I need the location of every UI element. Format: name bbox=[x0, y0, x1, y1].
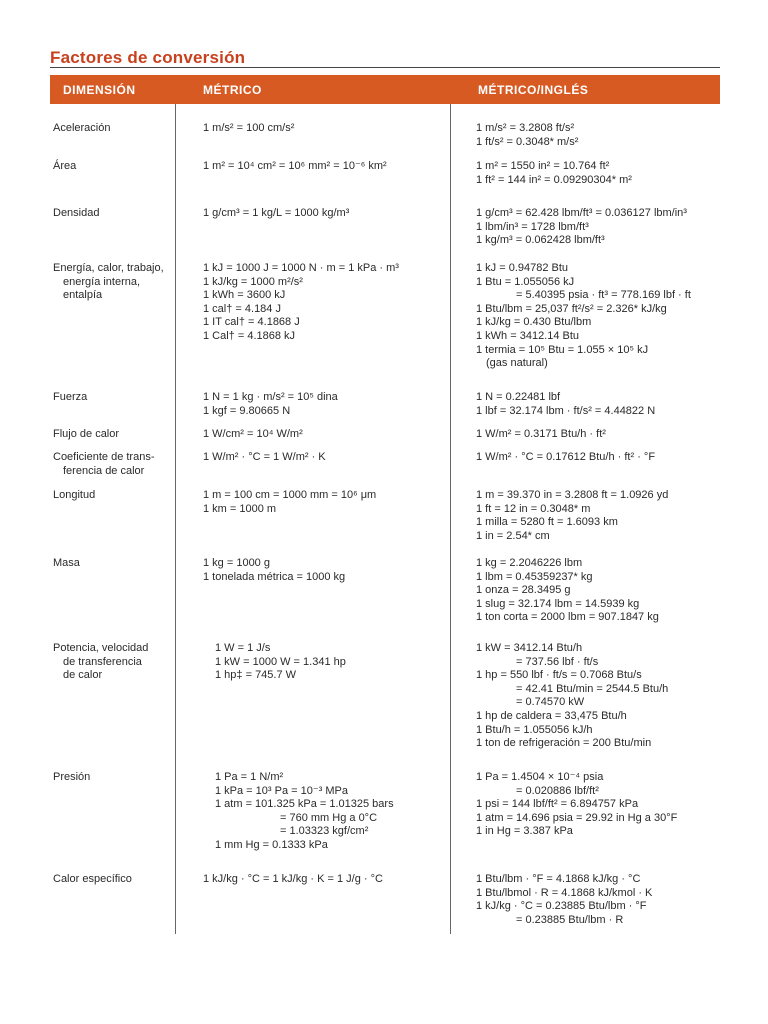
metric-cell bbox=[203, 428, 303, 442]
metric-cell bbox=[215, 642, 346, 683]
metric-cell bbox=[203, 262, 399, 344]
header-english: MÉTRICO/INGLÉS bbox=[478, 83, 589, 97]
conversion-line: 1 kPa = 10³ Pa = 10⁻³ MPa bbox=[215, 784, 348, 797]
dimension-cell bbox=[53, 160, 76, 174]
metric-cell bbox=[203, 207, 349, 221]
conversion-line: 1 hp de caldera = 33,475 Btu/h bbox=[476, 709, 627, 722]
conversion-line: Calor específico bbox=[53, 873, 132, 885]
conversion-line: 1 ft² = 144 in² = 0.09290304* m² bbox=[476, 173, 632, 186]
english-cell bbox=[476, 451, 655, 465]
conversion-line: 1 kg = 1000 g bbox=[203, 557, 270, 569]
table-header bbox=[50, 75, 720, 104]
dimension-cell bbox=[53, 428, 119, 442]
dimension-cell bbox=[53, 391, 87, 405]
conversion-line: 1 Pa = 1 N/m² bbox=[215, 771, 284, 783]
conversion-line: 1 lbm/in³ = 1728 lbm/ft³ bbox=[476, 220, 589, 233]
metric-cell bbox=[203, 451, 326, 465]
conversion-line: Masa bbox=[53, 557, 80, 569]
conversion-line: Fuerza bbox=[53, 391, 88, 403]
english-cell bbox=[476, 391, 655, 418]
column-divider-2 bbox=[450, 104, 451, 934]
conversion-line: 1 termia = 10⁵ Btu = 1.055 × 10⁵ kJ bbox=[476, 343, 649, 356]
english-cell bbox=[476, 428, 606, 442]
conversion-line: 1 kJ = 0.94782 Btu bbox=[476, 262, 569, 274]
metric-cell bbox=[203, 160, 387, 174]
dimension-cell bbox=[53, 873, 132, 887]
page-title: Factores de conversión bbox=[50, 48, 246, 67]
conversion-line: 1 onza = 28.3495 g bbox=[476, 584, 571, 597]
conversion-line: = 1.03323 kgf/cm² bbox=[280, 825, 369, 838]
conversion-line: = 737.56 lbf · ft/s bbox=[516, 655, 599, 668]
conversion-line: 1 lbf = 32.174 lbm · ft/s² = 4.44822 N bbox=[476, 404, 656, 417]
dimension-cell bbox=[53, 489, 95, 503]
dimension-cell bbox=[53, 122, 110, 136]
conversion-line: 1 ft/s² = 0.3048* m/s² bbox=[476, 135, 579, 148]
conversion-line: 1 Btu/lbm · °F = 4.1868 kJ/kg · °C bbox=[476, 873, 641, 885]
english-cell bbox=[476, 207, 687, 248]
conversion-line: 1 mm Hg = 0.1333 kPa bbox=[215, 838, 328, 851]
metric-cell bbox=[203, 122, 294, 136]
conversion-line: 1 kgf = 9.80665 N bbox=[203, 404, 291, 417]
conversion-line: 1 W/m² = 0.3171 Btu/h · ft² bbox=[476, 428, 606, 440]
conversion-line: Potencia, velocidad bbox=[53, 642, 149, 654]
english-cell bbox=[476, 489, 668, 543]
conversion-line: = 760 mm Hg a 0°C bbox=[280, 811, 378, 824]
conversion-line: 1 lbm = 0.45359237* kg bbox=[476, 570, 593, 583]
english-cell bbox=[476, 642, 668, 751]
english-cell bbox=[476, 262, 691, 371]
english-cell bbox=[476, 122, 578, 149]
conversion-line: 1 kW = 1000 W = 1.341 hp bbox=[215, 655, 346, 668]
conversion-line: ferencia de calor bbox=[63, 464, 145, 477]
conversion-line: 1 Btu = 1.055056 kJ bbox=[476, 275, 575, 288]
dimension-cell bbox=[53, 207, 99, 221]
conversion-line: 1 ft = 12 in = 0.3048* m bbox=[476, 502, 591, 515]
conversion-line: 1 W = 1 J/s bbox=[215, 642, 271, 654]
header-dimension: DIMENSIÓN bbox=[63, 83, 136, 97]
conversion-line: 1 kW = 3412.14 Btu/h bbox=[476, 642, 583, 654]
metric-cell bbox=[203, 489, 376, 516]
title-underline bbox=[50, 67, 720, 68]
conversion-line: 1 hp = 550 lbf · ft/s = 0.7068 Btu/s bbox=[476, 669, 642, 682]
conversion-line: 1 kJ/kg · °C = 1 kJ/kg · K = 1 J/g · °C bbox=[203, 873, 383, 885]
conversion-line: 1 kJ = 1000 J = 1000 N · m = 1 kPa · m³ bbox=[203, 262, 399, 274]
conversion-line: 1 Btu/lbmol · R = 4.1868 kJ/kmol · K bbox=[476, 886, 653, 899]
conversion-line: = 5.40395 psia · ft³ = 778.169 lbf · ft bbox=[516, 289, 691, 302]
conversion-line: 1 m/s² = 100 cm/s² bbox=[203, 122, 295, 134]
conversion-line: 1 N = 1 kg · m/s² = 10⁵ dina bbox=[203, 391, 338, 403]
header-metric: MÉTRICO bbox=[203, 83, 262, 97]
conversion-line: 1 kg = 2.2046226 lbm bbox=[476, 557, 583, 569]
conversion-line: Presión bbox=[53, 771, 91, 783]
conversion-line: 1 atm = 101.325 kPa = 1.01325 bars bbox=[215, 798, 394, 811]
english-cell bbox=[476, 771, 677, 839]
conversion-line: Densidad bbox=[53, 207, 100, 219]
conversion-line: Energía, calor, trabajo, bbox=[53, 262, 164, 274]
english-cell bbox=[476, 873, 652, 927]
conversion-line: Aceleración bbox=[53, 122, 111, 134]
conversion-line: = 0.020886 lbf/ft² bbox=[516, 784, 599, 797]
conversion-line: 1 g/cm³ = 1 kg/L = 1000 kg/m³ bbox=[203, 207, 350, 219]
conversion-line: 1 kJ/kg = 0.430 Btu/lbm bbox=[476, 316, 592, 329]
conversion-line: 1 Pa = 1.4504 × 10⁻⁴ psia bbox=[476, 771, 604, 783]
column-divider-1 bbox=[175, 104, 176, 934]
english-cell bbox=[476, 557, 659, 625]
dimension-cell bbox=[53, 451, 155, 478]
conversion-line: Flujo de calor bbox=[53, 428, 120, 440]
dimension-cell bbox=[53, 642, 148, 683]
conversion-line: 1 W/cm² = 10⁴ W/m² bbox=[203, 428, 303, 440]
conversion-line: (gas natural) bbox=[486, 357, 548, 370]
dimension-cell bbox=[53, 557, 80, 571]
conversion-line: 1 Cal† = 4.1868 kJ bbox=[203, 329, 296, 342]
conversion-line: 1 kJ/kg · °C = 0.23885 Btu/lbm · °F bbox=[476, 900, 647, 913]
conversion-line: 1 ton corta = 2000 lbm = 907.1847 kg bbox=[476, 611, 659, 624]
conversion-line: 1 Btu/lbm = 25,037 ft²/s² = 2.326* kJ/kg bbox=[476, 302, 667, 315]
conversion-line: 1 N = 0.22481 lbf bbox=[476, 391, 561, 403]
conversion-line: 1 m² = 1550 in² = 10.764 ft² bbox=[476, 160, 610, 172]
conversion-line: 1 km = 1000 m bbox=[203, 502, 277, 515]
conversion-line: 1 hp‡ = 745.7 W bbox=[215, 669, 297, 682]
metric-cell bbox=[203, 873, 383, 887]
conversion-line: 1 kWh = 3600 kJ bbox=[203, 289, 286, 302]
conversion-line: 1 IT cal† = 4.1868 J bbox=[203, 316, 300, 329]
metric-cell bbox=[203, 391, 338, 418]
conversion-line: 1 Btu/h = 1.055056 kJ/h bbox=[476, 723, 593, 736]
dimension-cell bbox=[53, 771, 90, 785]
conversion-line: 1 kWh = 3412.14 Btu bbox=[476, 329, 580, 342]
conversion-line: de transferencia bbox=[63, 655, 142, 668]
conversion-line: 1 psi = 144 lbf/ft² = 6.894757 kPa bbox=[476, 798, 639, 811]
conversion-line: 1 ton de refrigeración = 200 Btu/min bbox=[476, 737, 652, 750]
conversion-line: Coeficiente de trans- bbox=[53, 451, 155, 463]
conversion-line: 1 atm = 14.696 psia = 29.92 in Hg a 30°F bbox=[476, 811, 678, 824]
conversion-line: 1 kg/m³ = 0.062428 lbm/ft³ bbox=[476, 234, 605, 247]
conversion-line: 1 milla = 5280 ft = 1.6093 km bbox=[476, 516, 618, 529]
conversion-line: 1 m = 100 cm = 1000 mm = 10⁶ μm bbox=[203, 489, 377, 501]
metric-cell bbox=[203, 557, 345, 584]
conversion-line: de calor bbox=[63, 669, 103, 682]
english-cell bbox=[476, 160, 632, 187]
conversion-line: 1 slug = 32.174 lbm = 14.5939 kg bbox=[476, 597, 640, 610]
conversion-line: entalpía bbox=[63, 289, 103, 302]
conversion-line: 1 g/cm³ = 62.428 lbm/ft³ = 0.036127 lbm/in³ bbox=[476, 207, 687, 219]
conversion-line: 1 in = 2.54* cm bbox=[476, 529, 550, 542]
metric-cell bbox=[215, 771, 394, 853]
conversion-line: = 42.41 Btu/min = 2544.5 Btu/h bbox=[516, 682, 669, 695]
conversion-line: Área bbox=[53, 160, 77, 172]
conversion-line: = 0.74570 kW bbox=[516, 696, 585, 709]
conversion-line: 1 cal† = 4.184 J bbox=[203, 302, 281, 315]
dimension-cell bbox=[53, 262, 164, 303]
conversion-line: 1 W/m² · °C = 1 W/m² · K bbox=[203, 451, 326, 463]
conversion-line: 1 tonelada métrica = 1000 kg bbox=[203, 570, 346, 583]
conversion-line: = 0.23885 Btu/lbm · R bbox=[516, 913, 624, 926]
conversion-line: 1 kJ/kg = 1000 m²/s² bbox=[203, 275, 303, 288]
conversion-line: 1 m = 39.370 in = 3.2808 ft = 1.0926 yd bbox=[476, 489, 669, 501]
conversion-line: Longitud bbox=[53, 489, 96, 501]
conversion-line: 1 m/s² = 3.2808 ft/s² bbox=[476, 122, 575, 134]
conversion-line: 1 W/m² · °C = 0.17612 Btu/h · ft² · °F bbox=[476, 451, 656, 463]
conversion-line: 1 m² = 10⁴ cm² = 10⁶ mm² = 10⁻⁶ km² bbox=[203, 160, 387, 172]
conversion-line: 1 in Hg = 3.387 kPa bbox=[476, 825, 573, 838]
conversion-line: energía interna, bbox=[63, 275, 141, 288]
